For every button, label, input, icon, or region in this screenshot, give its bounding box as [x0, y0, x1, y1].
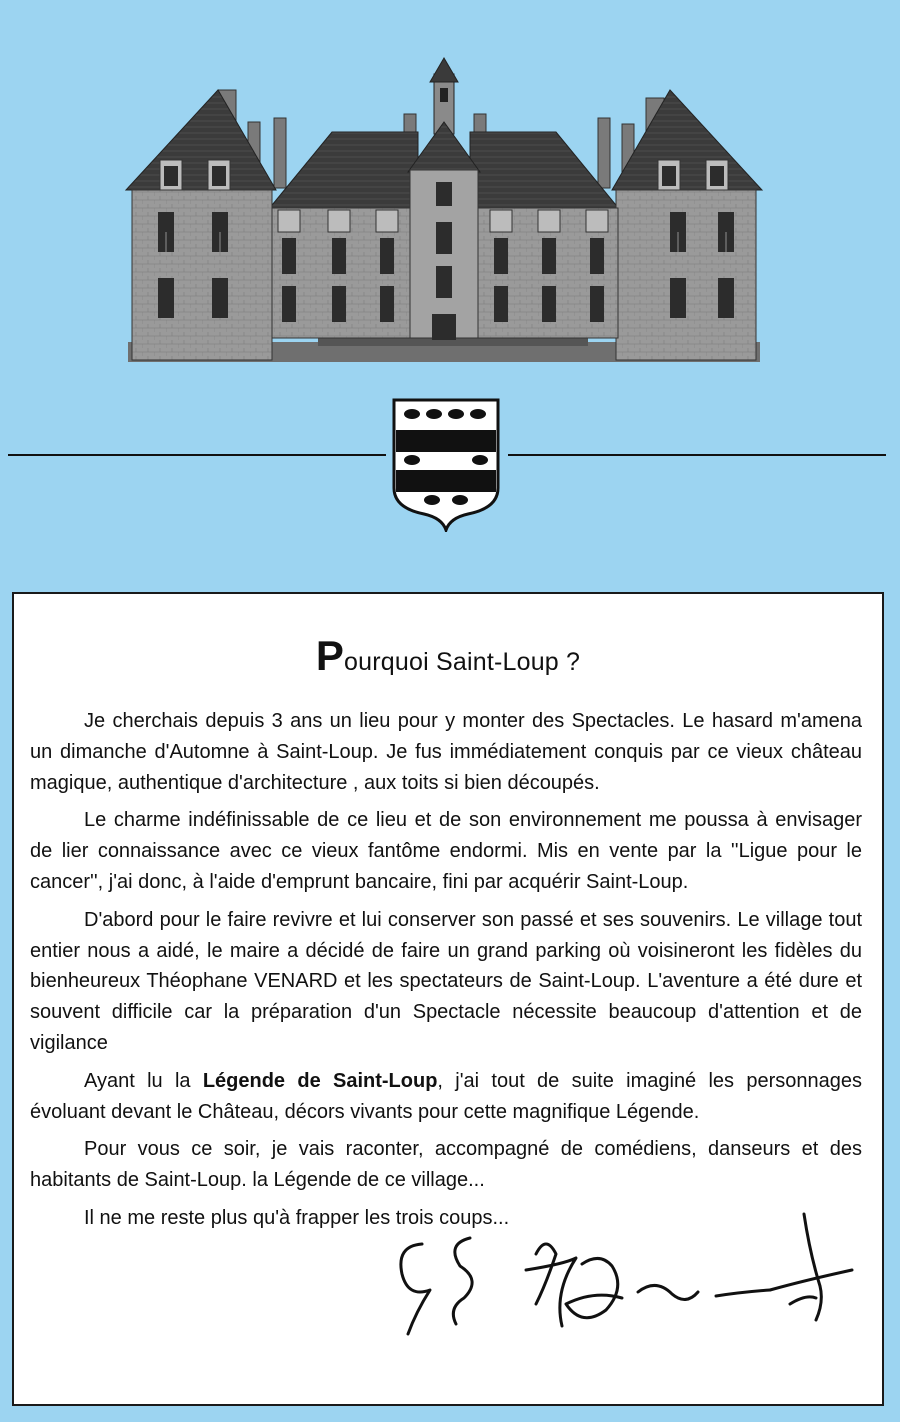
chateau-illustration: [118, 52, 770, 370]
paragraph-5: Pour vous ce soir, je vais raconter, accompagné de comédiens, danseurs et des habitants de Saint-Loup. la Légende de ce village...: [30, 1138, 862, 1192]
paragraph-3: D'abord pour le faire revivre et lui conserver son passé et ses souvenirs. Le village tout entier nous a aidé, le maire a décidé de faire un grand parking où voisineront les fidèles du bienheureux Théophane VENARD et les spectateurs de Saint-Loup. L'aventure a été dure et souvent difficile car la préparation d'un Spectacle nécessite beaucoup d'attention et de vigilance: [30, 908, 862, 1054]
legend-title: Légende de Saint-Loup: [202, 1069, 438, 1092]
letter-panel: [12, 592, 884, 1406]
paragraph-4-end: , j'ai tout de suite imaginé les personnages évoluant devant le Château, décors vivants pour cette magnifique Légende.: [30, 1069, 862, 1123]
paragraph-1: Je cherchais depuis 3 ans un lieu pour y monter des Spectacles. Le hasard m'amena un dimanche d'Automne à Saint-Loup. Je fus immédiatement conquis par ce vieux château magique, authentique d'architecture , aux toits si bien découpés.: [30, 710, 862, 794]
coat-of-arms-icon: [388, 396, 504, 532]
paragraph-2: Le charme indéfinissable de ce lieu et de son environnement me poussa à envisager de lier connaissance avec ce vieux fantôme endormi. Mis en vente par la ''Ligue pour le cancer'', j'ai donc, à l'aide d'emprunt bancaire, fini par acquérir Saint-Loup.: [30, 809, 862, 893]
letter-body: [30, 706, 862, 1241]
divider-right: [508, 454, 886, 456]
title-initial: P: [315, 632, 345, 679]
paragraph-4-start: Ayant lu la: [84, 1069, 203, 1092]
divider-left: [8, 454, 386, 456]
paragraph-4: [30, 1066, 862, 1128]
paragraph-6: Il ne me reste plus qu'à frapper les trois coups...: [84, 1206, 510, 1229]
title-rest: ourquoi Saint-Loup ?: [344, 648, 581, 676]
page-title: [14, 632, 882, 680]
handwritten-signature: [386, 1194, 866, 1354]
